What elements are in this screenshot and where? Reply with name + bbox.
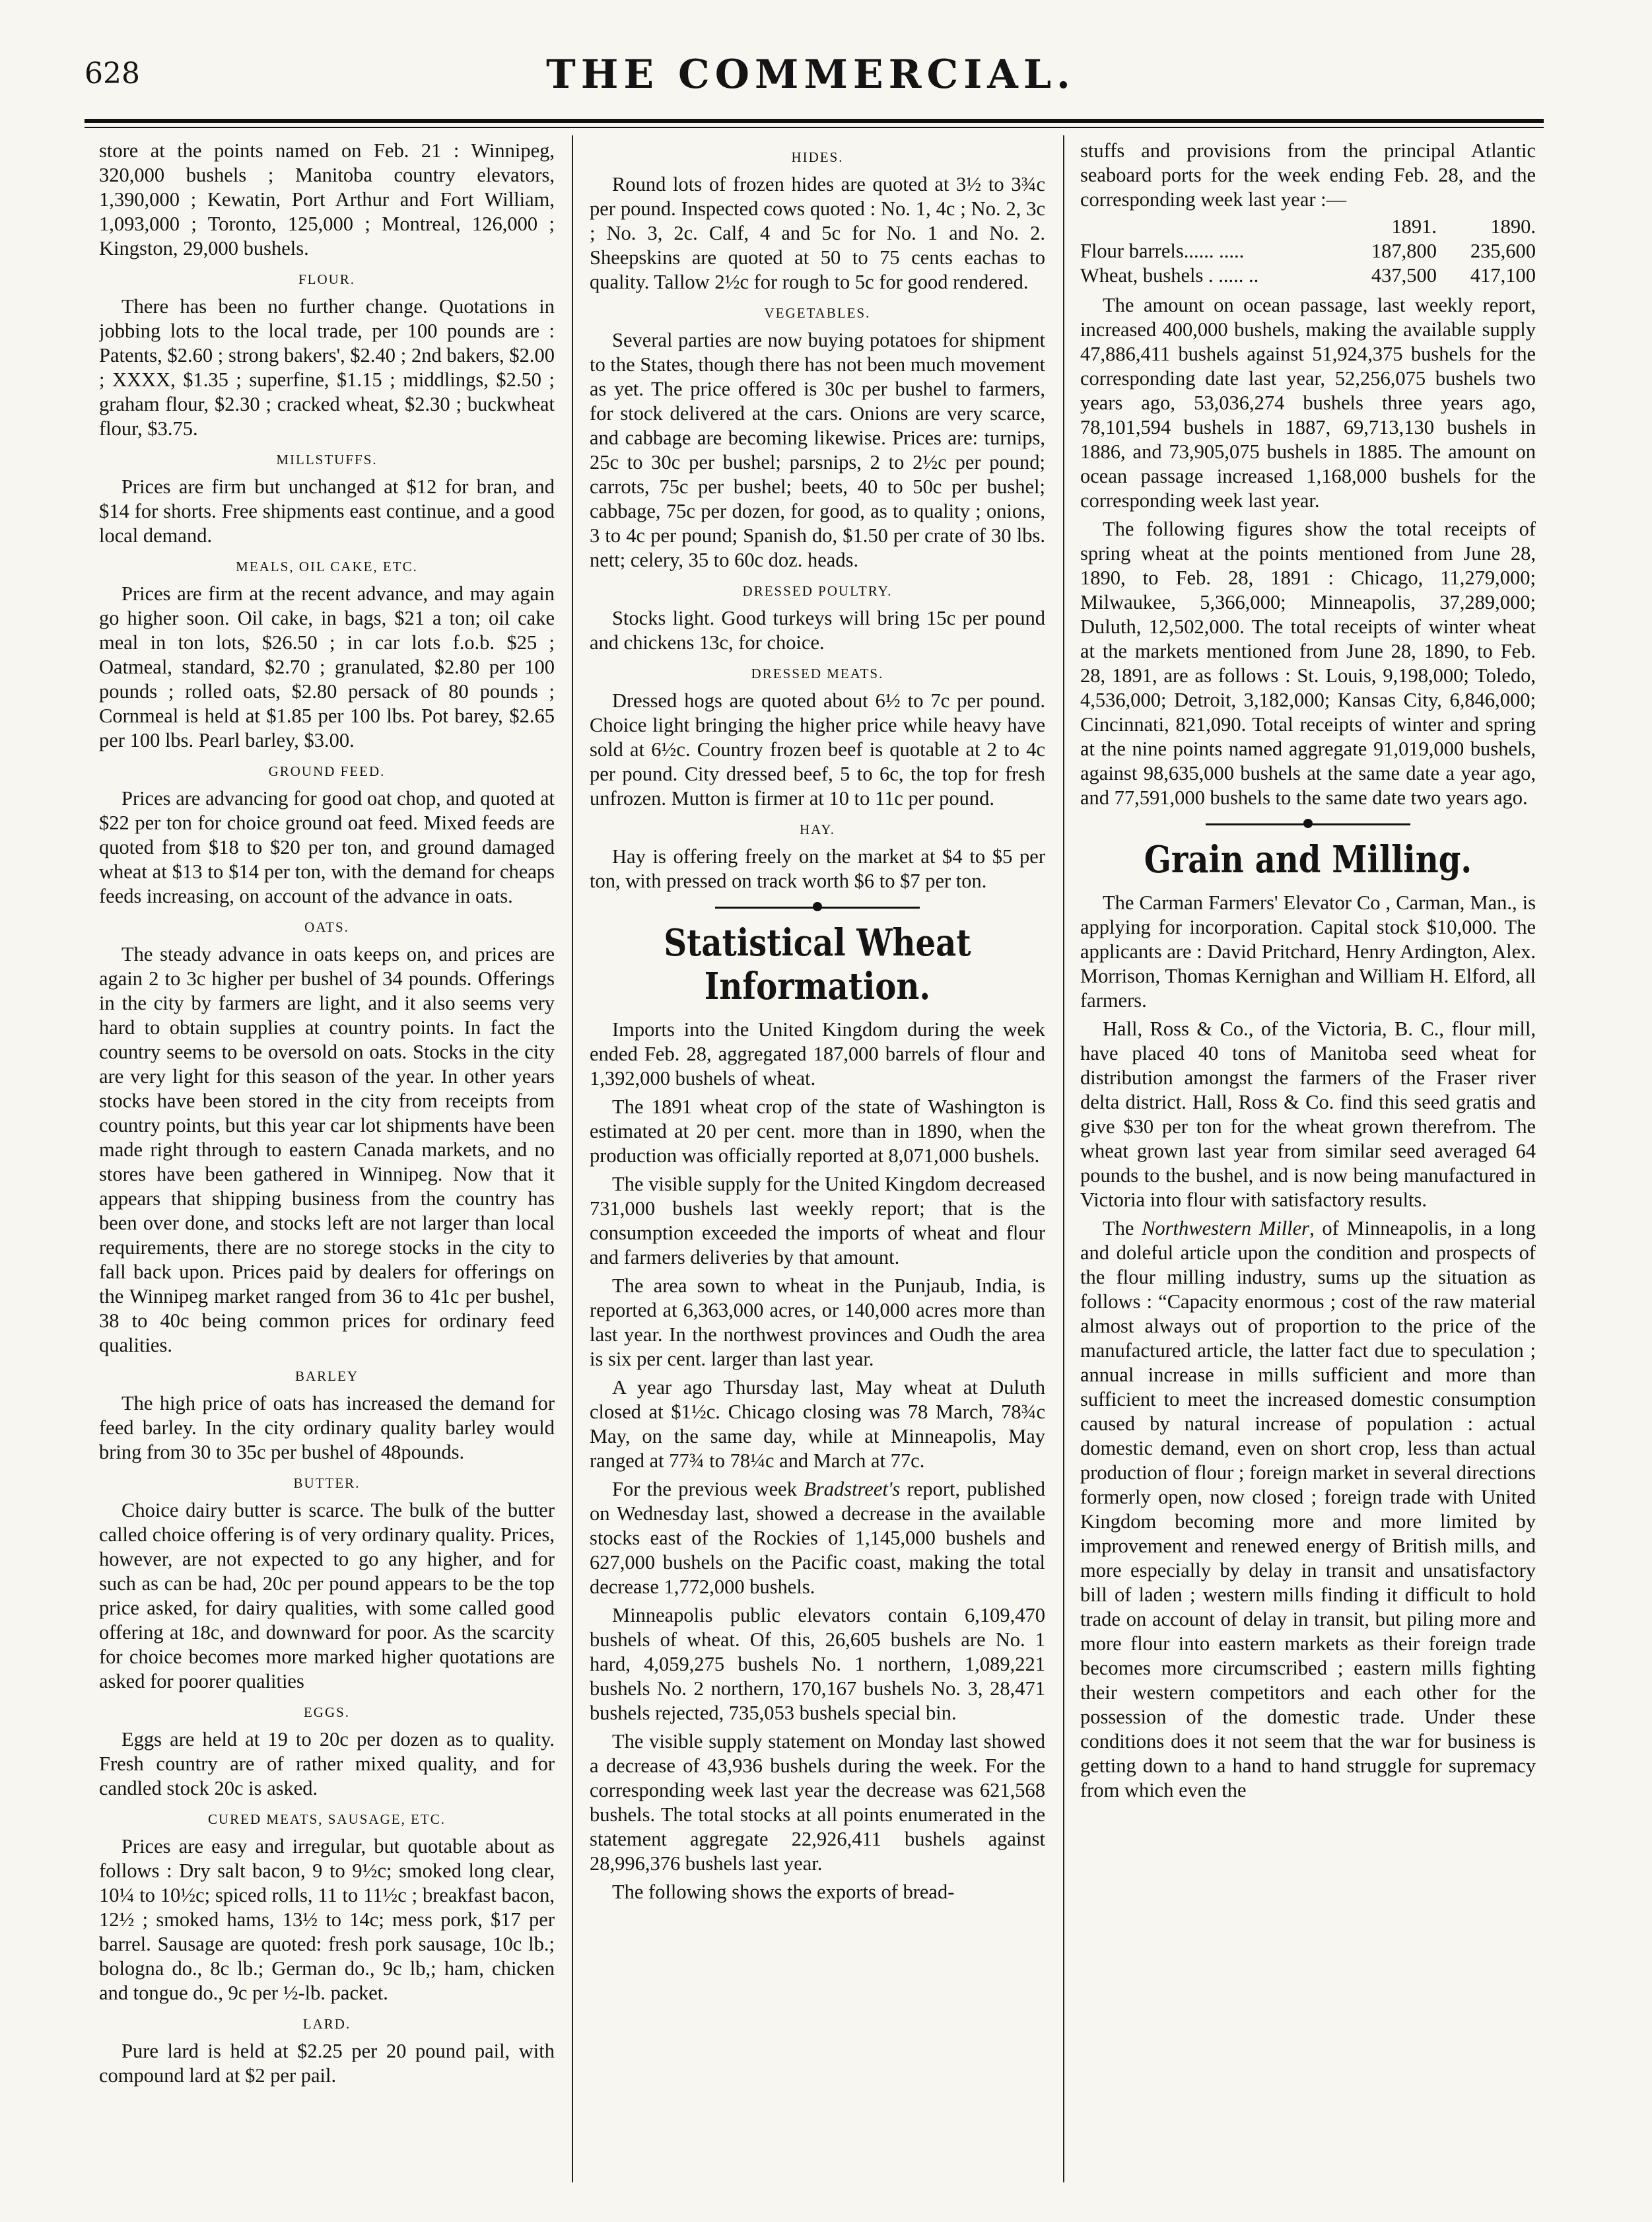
article-paragraph: Round lots of frozen hides are quoted at 3½ to 3¾c per pound. Inspected cows quoted : No. 1, 4c ; No. 2, 3c ; No. 3, 2c. Calf, 4 and 5c for No. 1 and No. 2. Sheepskins are quoted at 50 to 75 cents eachas to quality. Tallow 2½c for rough to 5c for good rendered. bbox=[590, 173, 1045, 293]
article-paragraph: stuffs and provisions from the principal Atlantic seaboard ports for the week ending Feb. 28, and the corresponding week last year :— bbox=[1080, 139, 1536, 211]
cell-value: 235,600 bbox=[1470, 240, 1536, 262]
article-paragraph: The Northwestern Miller, of Minneapolis, in a long and doleful article upon the condition and prospects of the flour milling industry, sums up the situation as follows : “Capacity enormous ; cost of the raw material almost always out of proportion to the price of the manufactured article, the latter fact due to speculation ; annual increase in mills sufficient and more than sufficient to meet the increased domestic consumption caused by natural increase of population : actual domestic demand, even on short crop, less than actual production of flour ; foreign market in several directions formerly open, now closed ; foreign trade with United Kingdom becoming more and more limited by improvement and renewed energy of British mills, and more especially by delay in transit and unsatisfactory bill of laden ; western mills finding it difficult to hold trade on account of delay in transit, but piling more and more flour into eastern markets as their foreign trade becomes more circumscribed ; eastern mills fighting their western competitors and each other for the possession of the domestic trade. Under these conditions does it not seem that the war for business is getting down to a hand to hand struggle for supremacy from which even the bbox=[1080, 1217, 1536, 1801]
article-paragraph: Prices are easy and irregular, but quotable about as follows : Dry salt bacon, 9 to 9½c; smoked long clear, 10¼ to 10½c; spiced rolls, 11 to 11½c ; breakfast bacon, 12½ ; smoked hams, 13½ to 14c; mess pork, $17 per barrel. Sausage are quoted: fresh pork sausage, 10c lb.; bologna do., 8c lb.; German do., 9c lb,; ham, chicken and tongue do., 9c per ½-lb. packet. bbox=[99, 1835, 555, 2004]
column-divider bbox=[1063, 135, 1064, 2182]
section-heading: MILLSTUFFS. bbox=[276, 452, 378, 468]
section-heading: FLOUR. bbox=[298, 271, 356, 287]
section-heading: DRESSED MEATS. bbox=[751, 666, 884, 681]
article-paragraph: The visible supply for the United Kingdom decreased 731,000 bushels last weekly report; that is the consumption exceeded the imports of wheat and flour and farmers deliveries by that amount. bbox=[590, 1173, 1045, 1268]
column-2 bbox=[590, 139, 1045, 2186]
section-heading: OATS. bbox=[304, 919, 349, 935]
row-label: Flour barrels...... ..... bbox=[1080, 240, 1245, 262]
section-separator bbox=[1080, 817, 1536, 831]
year-header: 1890. bbox=[1490, 215, 1536, 238]
article-paragraph: The amount on ocean passage, last weekly report, increased 400,000 bushels, making the available supply 47,886,411 bushels against 51,924,375 bushels for the corresponding date last year, 52,256,075 bushels two years ago, 53,036,274 bushels three years ago, 78,101,594 bushels in 1887, 69,713,130 bushels in 1886, and 73,905,075 bushels in 1885. The amount on ocean passage increased 1,168,000 bushels for the corresponding week last year. bbox=[1080, 294, 1536, 512]
page-number: 628 bbox=[85, 57, 140, 90]
exports-table bbox=[1080, 215, 1536, 288]
article-headline: Statistical Wheat Information. bbox=[664, 921, 971, 1008]
section-heading: HIDES. bbox=[791, 149, 844, 165]
page-header bbox=[85, 52, 1537, 111]
column-divider bbox=[572, 135, 573, 2182]
row-label: Wheat, bushels . ..... .. bbox=[1080, 264, 1259, 287]
article-paragraph: The area sown to wheat in the Punjaub, India, is reported at 6,363,000 acres, or 140,000 acres more than last year. In the northwest provinces and Oudh the area is six per cent. larger than last year. bbox=[590, 1274, 1045, 1370]
cell-value: 187,800 bbox=[1371, 240, 1437, 262]
section-heading: LARD. bbox=[302, 2016, 351, 2032]
table-row bbox=[1080, 239, 1536, 263]
cell-value: 437,500 bbox=[1371, 264, 1437, 287]
article-paragraph: The high price of oats has increased the demand for feed barley. In the city ordinary quality barley would bring from 30 to 35c per bushel of 48pounds. bbox=[99, 1392, 555, 1463]
section-heading: EGGS. bbox=[303, 1704, 351, 1720]
article-paragraph: Eggs are held at 19 to 20c per dozen as to quality. Fresh country are of rather mixed quality, and for candled stock 20c is asked. bbox=[99, 1728, 555, 1799]
article-paragraph: A year ago Thursday last, May wheat at Duluth closed at $1½c. Chicago closing was 78 March, 78¾c May, on the same day, while at Minneapolis, May ranged at 77¾ to 78¼c and March at 77c. bbox=[590, 1376, 1045, 1472]
cell-value: 417,100 bbox=[1470, 264, 1536, 287]
article-paragraph: store at the points named on Feb. 21 : Winnipeg, 320,000 bushels ; Manitoba country elevators, 1,390,000 ; Kewatin, Port Arthur and Fort William, 1,093,000 ; Toronto, 125,000 ; Montreal, 126,000 ; Kingston, 29,000 bushels. bbox=[99, 139, 555, 260]
article-paragraph: Stocks light. Good turkeys will bring 15c per pound and chickens 13c, for choice. bbox=[590, 607, 1045, 654]
header-rule-thin bbox=[85, 127, 1544, 128]
table-row bbox=[1080, 263, 1536, 288]
article-paragraph: Choice dairy butter is scarce. The bulk of the butter called choice offering is of very ordinary quality. Prices, however, are not expected to go any higher, and for such as can be had, 20c per pound appears to be the top price asked, for dairy qualities, with some called good offering at 18c, and downward for poor. As the scarcity for choice becomes more marked higher quotations are asked for poorer qualities bbox=[99, 1499, 555, 1692]
section-heading: GROUND FEED. bbox=[268, 763, 386, 779]
article-paragraph: The steady advance in oats keeps on, and prices are again 2 to 3c higher per bushel of 34 pounds. Offerings in the city by farmers are light, and it also seems very hard to obtain supplies at country points. In fact the country seems to be oversold on oats. Stocks in the city are very light for this season of the year. In other years stocks have been stored in the city from receipts from country points, but this year car lot shipments have been made right through to eastern Canada markets, and no stores have been gathered in Winnipeg. Now that it appears that shipping business from the country has been over done, and stocks left are not larger than local requirements, there are no storege stocks in the city to fall back upon. Prices paid by dealers for offerings on the Winnipeg market ranged from 36 to 41c per bushel, 38 to 40c being common prices for ordinary feed qualities. bbox=[99, 943, 555, 1356]
section-separator bbox=[590, 900, 1045, 915]
header-rule-thick bbox=[85, 119, 1544, 123]
article-paragraph: Minneapolis public elevators contain 6,109,470 bushels of wheat. Of this, 26,605 bushels are No. 1 hard, 4,059,275 bushels No. 1 northern, 1,089,221 bushels No. 2 northern, 170,167 bushels No. 3, 28,471 bushels rejected, 735,053 bushels special bin. bbox=[590, 1604, 1045, 1724]
article-paragraph: Pure lard is held at $2.25 per 20 pound pail, with compound lard at $2 per pail. bbox=[99, 2040, 555, 2087]
article-paragraph: Hall, Ross & Co., of the Victoria, B. C., flour mill, have placed 40 tons of Manitoba seed wheat for distribution amongst the farmers of the Fraser river delta district. Hall, Ross & Co. find this seed gratis and give $30 per ton for the wheat grown therefrom. The wheat grown last year from similar seed averaged 64 pounds to the bushel, and is now being manufactured in Victoria into flour with satisfactory results. bbox=[1080, 1018, 1536, 1211]
section-heading: DRESSED POULTRY. bbox=[742, 583, 893, 599]
article-paragraph: Imports into the United Kingdom during the week ended Feb. 28, aggregated 187,000 barrels of flour and 1,392,000 bushels of wheat. bbox=[590, 1018, 1045, 1090]
masthead-title: THE COMMERCIAL. bbox=[546, 52, 1076, 98]
article-paragraph: The following figures show the total receipts of spring wheat at the points mentioned from June 28, 1890, to Feb. 28, 1891 : Chicago, 11,279,000; Milwaukee, 5,366,000; Minneapolis, 37,289,000; Duluth, 12,502,000. The total receipts of winter wheat at the markets mentioned from June 28, 1890, to Feb. 28, 1891, are as follows : St. Louis, 9,198,000; Toledo, 4,536,000; Detroit, 3,182,000; Kansas City, 6,846,000; Cincinnati, 821,090. Total receipts of winter and spring at the nine points named aggregate 91,019,000 bushels, against 98,635,000 bushels at the same date a year ago, and 77,591,000 bushels to the same date two years ago. bbox=[1080, 518, 1536, 809]
table-header-row bbox=[1080, 215, 1536, 239]
article-paragraph: The Carman Farmers' Elevator Co , Carman, Man., is applying for incorporation. Capital stock $10,000. The applicants are : David Pritchard, Henry Ardington, Alex. Morrison, Thomas Kernighan and William H. Elford, all farmers. bbox=[1080, 891, 1536, 1012]
article-paragraph: Prices are firm at the recent advance, and may again go higher soon. Oil cake, in bags, $21 a ton; oil cake meal in ton lots, $26.50 ; in car lots f.o.b. $25 ; Oatmeal, standard, $2.70 ; granulated, $2.80 per 100 pounds ; rolled oats, $2.80 persack of 80 pounds ; Cornmeal is held at $1.85 per 100 lbs. Pot barey, $2.65 per 100 lbs. Pearl barley, $3.00. bbox=[99, 582, 555, 751]
section-heading: VEGETABLES. bbox=[764, 305, 871, 321]
article-paragraph: Prices are advancing for good oat chop, and quoted at $22 per ton for choice ground oat feed. Mixed feeds are quoted from $18 to $20 per ton, and ground damaged wheat at $13 to $14 per ton, with the demand for cheaps feeds increasing, on account of the advance in oats. bbox=[99, 787, 555, 907]
section-heading: BUTTER. bbox=[293, 1475, 361, 1491]
article-paragraph: The visible supply statement on Monday last showed a decrease of 43,936 bushels during the week. For the corresponding week last year the decrease was 621,568 bushels. The total stocks at all points enumerated in the statement aggregate 22,926,411 bushels against 28,996,376 bushels last year. bbox=[590, 1730, 1045, 1875]
article-paragraph: Prices are firm but unchanged at $12 for bran, and $14 for shorts. Free shipments east continue, and a good local demand. bbox=[99, 475, 555, 547]
article-paragraph: For the previous week Bradstreet's report, published on Wednesday last, showed a decrease in the available stocks east of the Rockies of 1,145,000 bushels and 627,000 bushels on the Pacific coast, making the total decrease 1,772,000 bushels. bbox=[590, 1478, 1045, 1598]
article-paragraph: Dressed hogs are quoted about 6½ to 7c per pound. Choice light bringing the higher price while heavy have sold at 6½c. Country frozen beef is quotable at 2 to 4c per pound. City dressed beef, 5 to 6c, the top for fresh unfrozen. Mutton is firmer at 10 to 11c per pound. bbox=[590, 689, 1045, 810]
article-paragraph: Several parties are now buying potatoes for shipment to the States, though there has not been much movement as yet. The price offered is 30c per bushel to farmers, for stock delivered at the cars. Onions are very scarce, and cabbage are becoming likewise. Prices are: turnips, 25c to 30c per bushel; parsnips, 2 to 2½c per pound; carrots, 75c per bushel; beets, 40 to 50c per bushel; cabbage, 75c per dozen, for good, as to quality ; onions, 3 to 4c per pound; Spanish do, $1.50 per crate of 30 lbs. nett; celery, 35 to 60c doz. heads. bbox=[590, 329, 1045, 571]
column-1 bbox=[99, 139, 555, 2186]
article-headline: Grain and Milling. bbox=[1144, 838, 1472, 882]
year-header: 1891. bbox=[1391, 215, 1437, 238]
article-paragraph: The 1891 wheat crop of the state of Washington is estimated at 20 per cent. more than in 1890, when the production was officially reported at 8,071,000 bushels. bbox=[590, 1095, 1045, 1167]
column-3 bbox=[1080, 139, 1536, 2186]
article-paragraph: Hay is offering freely on the market at $4 to $5 per ton, with pressed on track worth $6 to $7 per ton. bbox=[590, 845, 1045, 892]
section-heading: CURED MEATS, SAUSAGE, ETC. bbox=[207, 1811, 446, 1827]
section-heading: BARLEY bbox=[295, 1368, 359, 1384]
section-heading: HAY. bbox=[799, 821, 836, 837]
section-heading: MEALS, OIL CAKE, ETC. bbox=[236, 559, 418, 574]
article-paragraph: There has been no further change. Quotations in jobbing lots to the local trade, per 100 pounds are : Patents, $2.60 ; strong bakers', $2.40 ; 2nd bakers, $2.00 ; XXXX, $1.35 ; superfine, $1.15 ; middlings, $2.50 ; graham flour, $2.30 ; cracked wheat, $2.30 ; buckwheat flour, $3.75. bbox=[99, 295, 555, 440]
article-paragraph: The following shows the exports of bread- bbox=[612, 1881, 955, 1903]
